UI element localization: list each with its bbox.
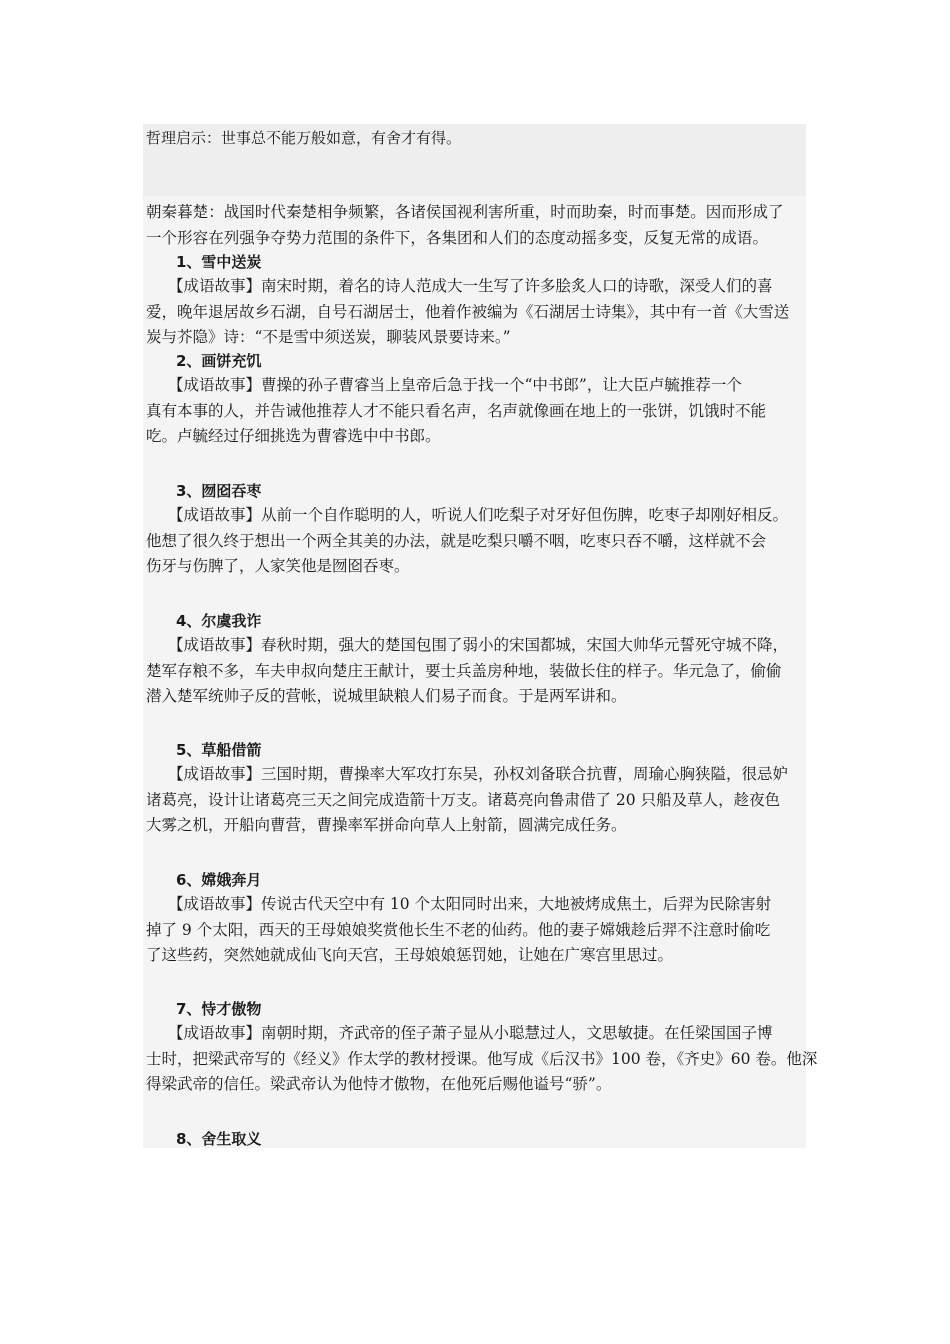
idiom-title: 2、画饼充饥 [176,352,262,370]
idiom-title: 1、雪中送炭 [176,253,262,271]
story-line: 炭与芥隐》诗：“不是雪中须送炭，聊装风景要诗来。” [146,328,511,346]
idiom-story [146,892,811,969]
story-line: 大雾之机，开船向曹营，曹操率军拼命向草人上射箭，圆满完成任务。 [146,816,627,834]
story-line: 爱，晚年退居故乡石湖，自号石湖居士，他着作被编为《石湖居士诗集》，其中有一首《大雪送 [146,302,790,321]
story-line: 【成语故事】传说古代天空中有 10 个太阳同时出来，大地被烤成焦土，后羿为民除害射 [168,895,772,913]
story-line: 士时，把梁武帝写的《经义》作太学的教材授课。他写成《后汉书》100 卷，《齐史》60 卷。他深 [146,1049,818,1068]
story-line: 【成语故事】南宋时期，着名的诗人范成大一生写了许多脍炙人口的诗歌，深受人们的喜 [168,277,773,295]
idiom-title: 7、恃才傲物 [176,1000,262,1018]
idiom-story [146,762,811,839]
idiom-section-1 [146,250,811,351]
idiom-title: 4、尔虞我诈 [176,612,262,630]
intro-paragraph [146,200,811,251]
idiom-title: 6、嫦娥奔月 [176,871,262,889]
story-line: 【成语故事】三国时期，曹操率大军攻打东吴，孙权刘备联合抗曹，周瑜心胸狭隘，很忌妒 [168,765,789,783]
idiom-title: 8、舍生取义 [176,1130,262,1148]
story-line: 伤牙与伤脾了，人家笑他是囫囵吞枣。 [146,557,410,575]
story-line: 掉了 9 个太阳，西天的王母娘娘奖赏他长生不老的仙药。他的妻子嫦娥趁后羿不注意时偷吃 [146,920,771,939]
intro-line: 一个形容在列强争夺势力范围的条件下，各集团和人们的态度动摇多变，反复无常的成语。 [146,228,769,247]
idiom-section-3 [146,479,811,580]
story-line: 真有本事的人，并告诫他推荐人才不能只看名声，名声就像画在地上的一张饼，饥饿时不能 [146,401,767,420]
story-line: 吃。卢毓经过仔细挑选为曹睿选中中书郎。 [146,427,441,445]
philosophy-note: 哲理启示：世事总不能万般如意，有舍才有得。 [146,129,462,147]
story-line: 潜入楚军统帅子反的营帐，说城里缺粮人们易子而食。于是两军讲和。 [146,687,627,705]
idiom-section-2 [146,349,811,450]
story-line: 【成语故事】从前一个自作聪明的人，听说人们吃梨子对牙好但伤脾，吃枣子却刚好相反。 [168,506,789,524]
intro-line: 朝秦暮楚：战国时代秦楚相争频繁，各诸侯国视利害所重，时而助秦，时而事楚。因而形成了 [146,203,784,221]
idiom-title: 5、草船借箭 [176,741,262,759]
story-line: 【成语故事】春秋时期，强大的楚国包围了弱小的宋国都城，宋国大帅华元誓死守城不降， [168,636,789,654]
story-line: 楚军存粮不多，车夫申叔向楚庄王献计，要士兵盖房种地，装做长住的样子。华元急了，偷偷 [146,661,782,680]
idiom-section-6 [146,868,811,969]
idiom-story [146,633,811,710]
story-line: 【成语故事】南朝时期，齐武帝的侄子萧子显从小聪慧过人，文思敏捷。在任梁国国子博 [168,1024,773,1042]
story-line: 他想了很久终于想出一个两全其美的办法，就是吃梨只嚼不咽，吃枣只吞不嚼，这样就不会 [146,531,767,550]
idiom-story [146,1021,818,1098]
idiom-title: 3、囫囵吞枣 [176,482,262,500]
story-line: 得梁武帝的信任。梁武帝认为他恃才傲物，在他死后赐他谥号“骄”。 [146,1075,612,1093]
idiom-story [146,274,811,351]
idiom-section-8 [146,1127,811,1151]
story-line: 诸葛亮，设计让诸葛亮三天之间完成造箭十万支。诸葛亮向鲁肃借了 20 只船及草人，趁夜色 [146,790,781,809]
idiom-story [146,503,811,580]
story-line: 了这些药，突然她就成仙飞向天宫，王母娘娘惩罚她，让她在广寒宫里思过。 [146,946,674,964]
story-line: 【成语故事】曹操的孙子曹睿当上皇帝后急于找一个“中书郎”，让大臣卢毓推荐一个 [168,376,742,394]
idiom-section-4 [146,609,811,710]
idiom-section-7 [146,997,818,1098]
idiom-story [146,373,811,450]
idiom-section-5 [146,738,811,839]
